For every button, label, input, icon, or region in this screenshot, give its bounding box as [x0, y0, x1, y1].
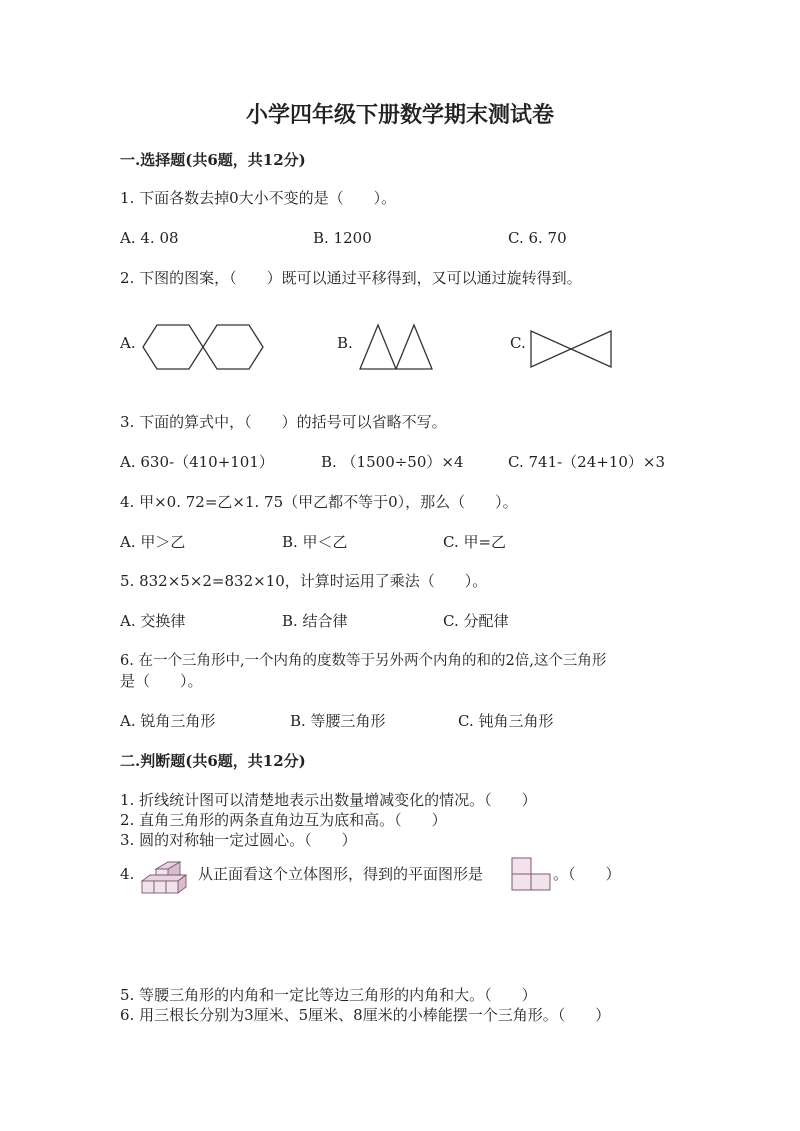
front-view-icon	[510, 856, 552, 892]
bowtie-figure	[528, 328, 614, 370]
judge-4-text: 从正面看这个立体图形，得到的平面图形是	[198, 865, 484, 883]
judge-4-tail: 。（ ）	[553, 865, 621, 883]
judge-6: 6. 用三根长分别为3厘米、5厘米、8厘米的小棒能摆一个三角形。（ ）	[120, 1006, 611, 1024]
q1-stem: 1. 下面各数去掉0大小不变的是（ ）。	[120, 189, 397, 207]
q2-option-a: A.	[120, 334, 136, 352]
q6-option-a: A. 锐角三角形	[120, 712, 216, 730]
q2-option-c: C.	[510, 334, 526, 352]
q6-stem-line2: 是（ ）。	[120, 672, 203, 690]
q5-option-c: C. 分配律	[443, 612, 509, 630]
q4-stem: 4. 甲×0. 72=乙×1. 75（甲乙都不等于0），那么（ ）。	[120, 493, 518, 511]
q1-option-c: C. 6. 70	[508, 229, 567, 247]
section2-heading: 二.判断题(共6题，共12分)	[120, 752, 306, 770]
q3-option-c: C. 741-（24+10）×3	[508, 453, 666, 471]
double-hexagon-figure	[140, 322, 270, 372]
cube-stack-icon	[140, 858, 192, 894]
judge-3: 3. 圆的对称轴一定过圆心。（ ）	[120, 831, 357, 849]
q4-option-b: B. 甲＜乙	[282, 533, 348, 551]
q3-option-b: B. （1500÷50）×4	[321, 453, 464, 471]
judge-2: 2. 直角三角形的两条直角边互为底和高。（ ）	[120, 811, 447, 829]
q3-stem: 3. 下面的算式中，（ ）的括号可以省略不写。	[120, 413, 447, 431]
q3-option-a: A. 630-（410+101）	[120, 453, 274, 471]
q1-option-b: B. 1200	[313, 229, 372, 247]
double-triangle-figure	[358, 322, 438, 372]
q5-stem: 5. 832×5×2=832×10，计算时运用了乘法（ ）。	[120, 572, 488, 590]
q6-option-b: B. 等腰三角形	[290, 712, 386, 730]
q4-option-a: A. 甲＞乙	[120, 533, 186, 551]
q6-stem-line1: 6. 在一个三角形中,一个内角的度数等于另外两个内角的和的2倍,这个三角形	[120, 653, 607, 669]
q5-option-a: A. 交换律	[120, 612, 186, 630]
judge-1: 1. 折线统计图可以清楚地表示出数量增减变化的情况。（ ）	[120, 791, 537, 809]
page-title: 小学四年级下册数学期末测试卷	[245, 102, 554, 128]
section1-heading: 一.选择题(共6题，共12分)	[120, 151, 306, 169]
q2-option-b: B.	[337, 334, 353, 352]
q6-option-c: C. 钝角三角形	[458, 712, 554, 730]
q1-option-a: A. 4. 08	[120, 229, 179, 247]
q5-option-b: B. 结合律	[282, 612, 348, 630]
judge-4-number: 4.	[120, 865, 135, 883]
q2-stem: 2. 下图的图案，（ ）既可以通过平移得到，又可以通过旋转得到。	[120, 269, 582, 287]
q4-option-c: C. 甲=乙	[443, 533, 507, 551]
judge-5: 5. 等腰三角形的内角和一定比等边三角形的内角和大。（ ）	[120, 986, 537, 1004]
